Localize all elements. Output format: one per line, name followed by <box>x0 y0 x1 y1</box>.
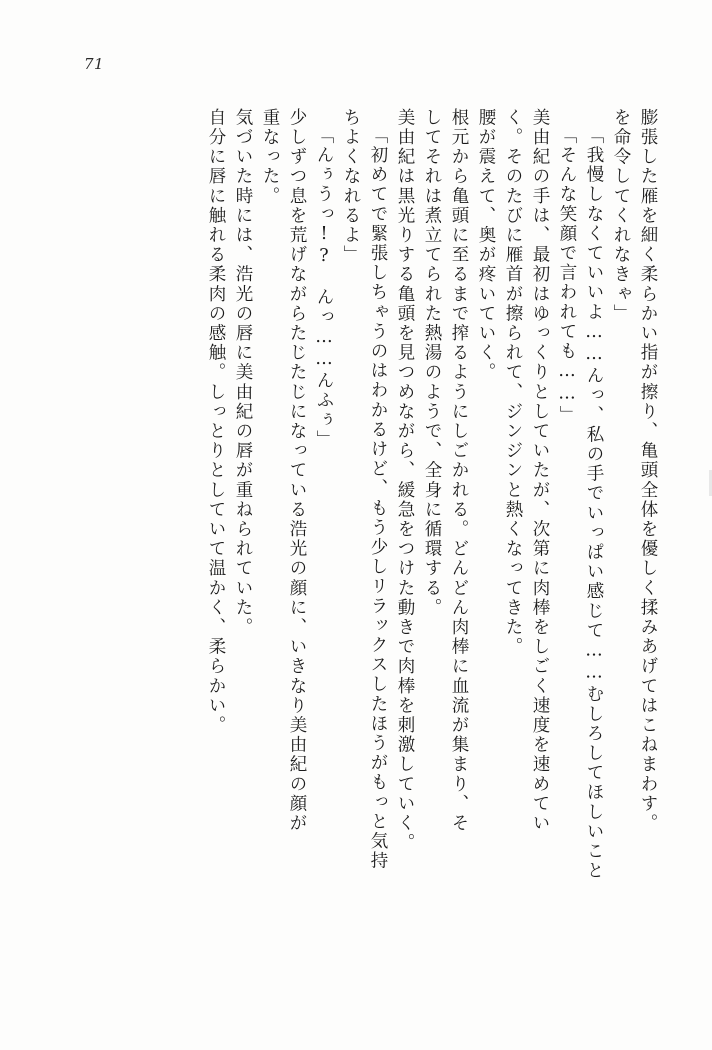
text-line: を命令してくれなきゃ」 <box>611 108 631 324</box>
text-line: ちよくなれるよ」 <box>341 108 361 265</box>
text-line: 重なった。 <box>260 108 280 206</box>
text-line: 美由紀の手は、最初はゆっくりとしていたが、次第に肉棒をしごく速度を速めてい <box>530 108 550 834</box>
text-line: 「んぅうっ!? んっ……んふぅ」 <box>314 126 334 450</box>
text-line: く。そのたびに雁首が擦られて、ジンジンと熱くなってきた。 <box>503 108 523 657</box>
text-line: 美由紀は黒光りする亀頭を見つめながら、緩急をつけた動きで肉棒を刺激していく。 <box>395 108 415 853</box>
page-number: 71 <box>84 55 105 73</box>
text-line: 膨張した雁を細く柔らかい指が擦り、亀頭全体を優しく揉みあげてはこねまわす。 <box>638 108 658 834</box>
text-line: 「我慢しなくていいよ……んっ、私の手でいっぱい感じて……むしろしてほしいこと <box>584 126 604 881</box>
text-line: 根元から亀頭に至るまで搾るようにしごかれる。どんどん肉棒に血流が集まり、そ <box>449 108 469 834</box>
text-line: 腰が震えて、奥が疼いていく。 <box>476 108 496 383</box>
vertical-text-body <box>44 108 656 998</box>
text-line: 自分に唇に触れる柔肉の感触。しっとりとしていて温かく、柔らかい。 <box>206 108 226 736</box>
text-line: 少しずつ息を荒げながらたじたじになっている浩光の顔に、いきなり美由紀の顔が <box>287 108 307 834</box>
text-line: 「初めてで緊張しちゃうのはわかるけど、もう少しリラックスしたほうがもっと気持 <box>368 126 388 871</box>
text-line: してそれは煮立てられた熱湯のようで、全身に循環する。 <box>422 108 442 618</box>
text-line: 「そんな笑顔で言われても……」 <box>557 126 577 425</box>
text-line: 気づいた時には、浩光の唇に美由紀の唇が重ねられていた。 <box>233 108 253 638</box>
